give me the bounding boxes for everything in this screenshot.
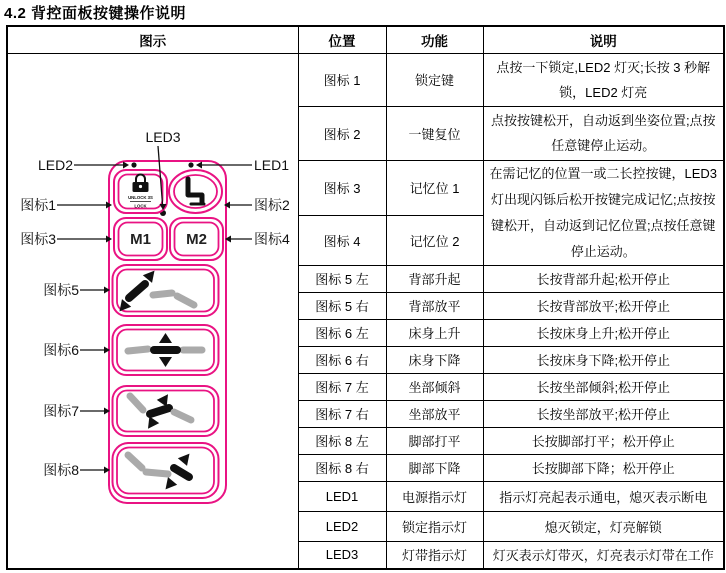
led3-label: LED3 [145,128,181,145]
icon7-label: 图标7 [43,402,79,419]
diagram-cell [7,53,298,569]
function-cell: 床身下降 [386,346,483,373]
function-cell: 灯带指示灯 [386,541,483,569]
position-cell: 图标 2 [298,106,386,160]
position-cell: 图标 7 左 [298,373,386,400]
position-cell: 图标 4 [298,215,386,265]
m1-label: M1 [130,230,151,248]
icon2-label: 图标2 [254,196,290,213]
function-cell: 脚部下降 [386,454,483,481]
description-cell: 长按坐部放平;松开停止 [483,400,724,427]
button-m2 [170,218,223,260]
function-cell: 电源指示灯 [386,481,483,511]
button-reset [169,170,222,213]
description-cell: 长按背部放平;松开停止 [483,292,724,319]
position-cell: 图标 8 左 [298,427,386,454]
position-cell: 图标 7 右 [298,400,386,427]
button-seat-tilt [113,386,219,436]
function-cell: 锁定键 [386,53,483,106]
table-row [7,53,724,106]
function-cell: 记忆位 1 [386,160,483,215]
description-cell: 长按床身下降;松开停止 [483,346,724,373]
function-cell: 床身上升 [386,319,483,346]
function-cell: 坐部放平 [386,400,483,427]
led2-dot-icon [131,162,136,167]
position-cell: 图标 5 左 [298,265,386,292]
description-cell: 长按背部升起;松开停止 [483,265,724,292]
description-cell: 点按一下锁定,LED2 灯灭;长按 3 秒解锁，LED2 灯亮 [483,53,724,106]
position-header: 位置 [298,26,386,53]
description-cell: 指示灯亮起表示通电，熄灭表示断电 [483,481,724,511]
led1-dot-icon [188,162,193,167]
icon5-label: 图标5 [43,281,79,298]
button-m1 [114,218,167,260]
position-cell: 图标 6 左 [298,319,386,346]
button-lock [114,170,167,213]
description-cell: 点按按键松开，自动返到坐姿位置;点按任意键停止运动。 [483,106,724,160]
m2-label: M2 [186,230,207,248]
position-cell: 图标 3 [298,160,386,215]
icon6-label: 图标6 [43,341,79,358]
description-cell: 长按床身上升;松开停止 [483,319,724,346]
led2-label: LED2 [37,156,73,173]
button-bed-lift [113,325,219,375]
function-cell: 背部升起 [386,265,483,292]
description-header: 说明 [483,26,724,53]
description-cell: 长按脚部打平；松开停止 [483,427,724,454]
button-legrest [113,443,219,498]
description-cell: 灯灭表示灯带灭，灯亮表示灯带在工作 [483,541,724,569]
icon4-label: 图标4 [254,230,290,247]
position-cell: 图标 1 [298,53,386,106]
lock-label: LOCK [134,203,147,209]
icon1-label: 图标1 [20,196,56,213]
remote-diagram [11,55,298,567]
position-cell: 图标 5 右 [298,292,386,319]
function-cell: 一键复位 [386,106,483,160]
icon8-label: 图标8 [43,461,79,478]
button-backrest [113,265,219,316]
led1-label: LED1 [254,156,290,173]
description-cell: 长按坐部倾斜;松开停止 [483,373,724,400]
function-cell: 背部放平 [386,292,483,319]
function-header: 功能 [386,26,483,53]
table-header-row [7,26,724,53]
position-cell: 图标 8 右 [298,454,386,481]
position-cell: LED3 [298,541,386,569]
function-cell: 锁定指示灯 [386,511,483,541]
description-cell: 长按脚部下降；松开停止 [483,454,724,481]
function-cell: 记忆位 2 [386,215,483,265]
section-heading: 4.2 背控面板按键操作说明 [4,5,187,22]
illustration-header: 图示 [7,26,298,53]
function-cell: 脚部打平 [386,427,483,454]
description-cell: 熄灭锁定，灯亮解锁 [483,511,724,541]
function-cell: 坐部倾斜 [386,373,483,400]
icon3-label: 图标3 [20,230,56,247]
description-cell-merged: 在需记忆的位置一或二长控按键，LED3 灯出现闪铄后松开按键完成记忆;点按按键松开，自动返到记忆位置;点按任意键停止运动。 [483,160,724,265]
unlock-3s-label: UNLOCK 3S [128,194,153,200]
position-cell: LED1 [298,481,386,511]
position-cell: LED2 [298,511,386,541]
spec-table [6,25,725,570]
position-cell: 图标 6 右 [298,346,386,373]
